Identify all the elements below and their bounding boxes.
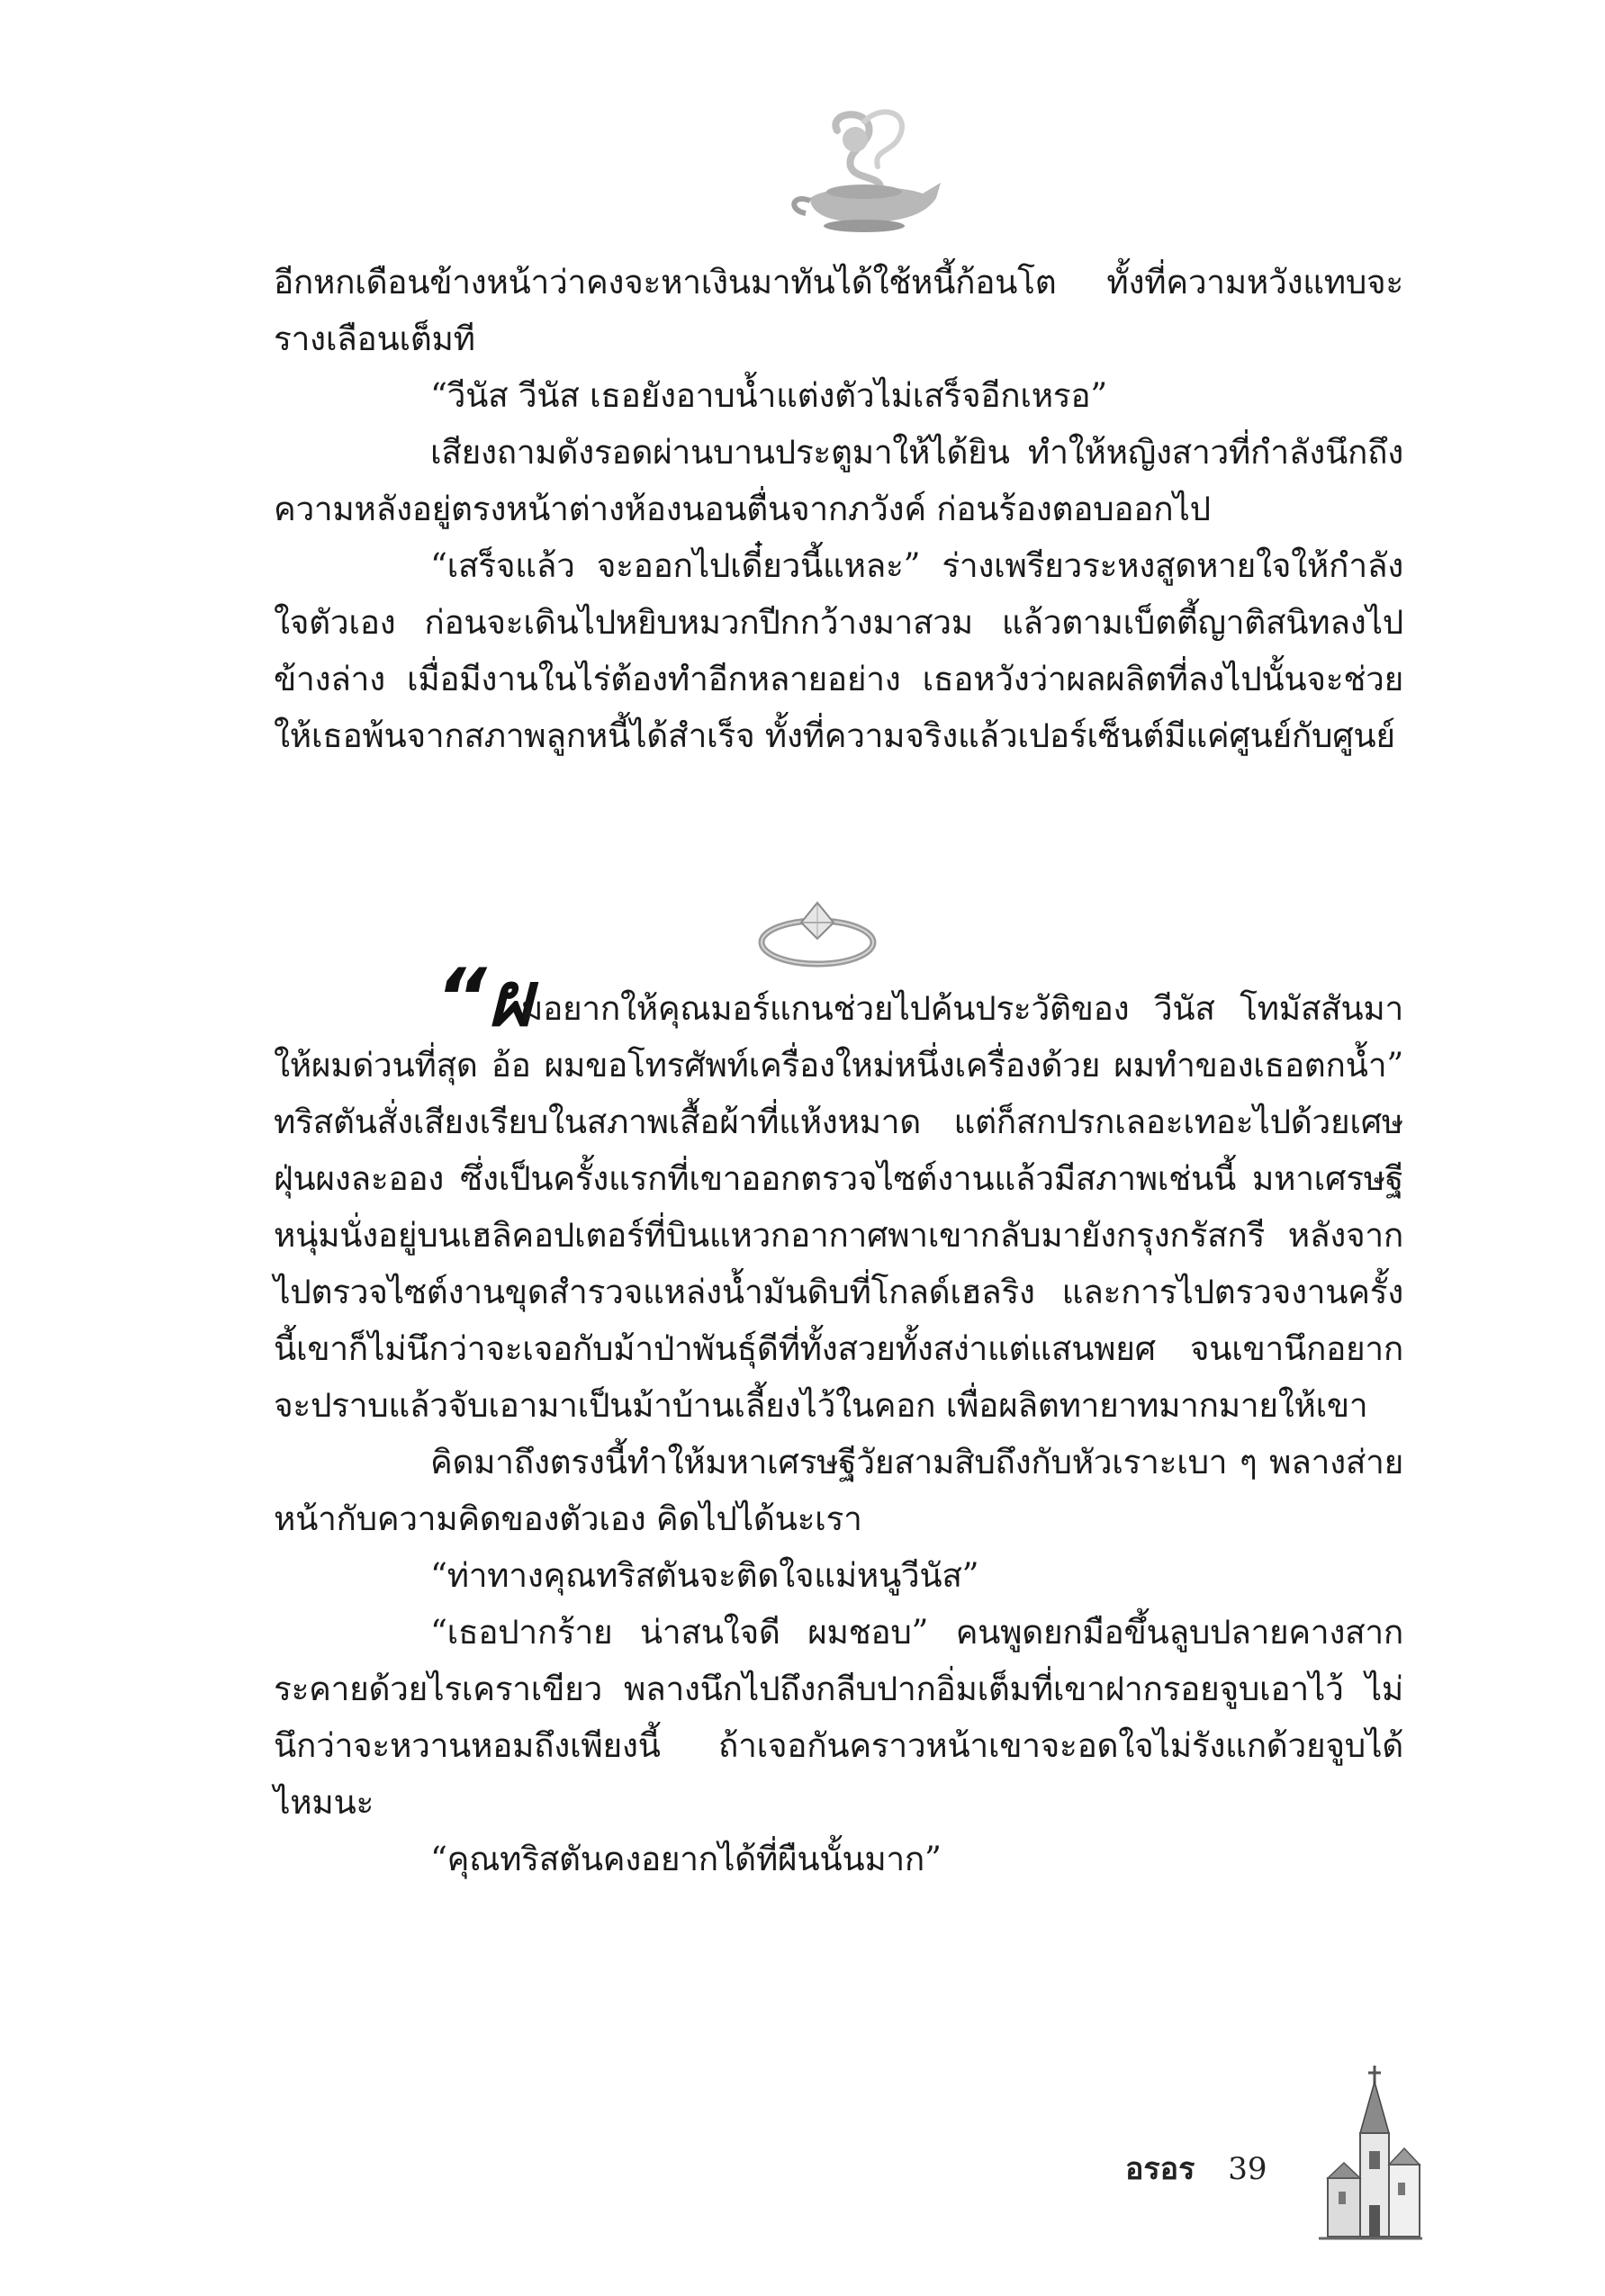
paragraph: มอยากให้คุณมอร์แกนช่วยไปค้นประวัติของ วีนัส โทมัสสันมาให้ผมด่วนที่สุด อ้อ ผมขอโทรศัพท์เครื่องใหม่หนึ่งเครื่องด้วย ผมทำของเธอตกน้ำ” ทริสตันสั่งเสียงเรียบในสภาพเสื้อผ้าที่แห้งหมาด แต่ก็สกปรกเลอะเทอะไปด้วยเศษฝุ่นผงละออง ซึ่งเป็นครั้งแรกที่เขาออกตรวจไซต์งานแล้วมีสภาพเช่นนี้ มหาเศรษฐีหนุ่มนั่งอยู่บนเฮลิคอปเตอร์ที่บินแหวกอากาศพาเขากลับมายังกรุงกรัสกรี หลังจากไปตรวจไซต์งานขุดสำรวจแหล่งน้ำมันดิบที่โกลด์เฮลริง และการไปตรวจงานครั้งนี้เขาก็ไม่นึกว่าจะเจอกับม้าป่าพันธุ์ดีที่ทั้งสวยทั้งสง่าแต่แสนพยศ จนเขานึกอยากจะปราบแล้วจับเอามาเป็นม้าบ้านเลี้ยงไว้ในคอก เพื่อผลิตทายาทมากมายให้เขา: [274, 989, 1403, 1425]
church-icon: [1319, 2066, 1422, 2246]
paragraph: เสียงถามดังรอดผ่านบานประตูมาให้ได้ยิน ทำให้หญิงสาวที่กำลังนึกถึงความหลังอยู่ตรงหน้าต่างห้องนอนตื่นจากภวังค์ ก่อนร้องตอบออกไป: [274, 433, 1403, 528]
paragraph: “วีนัส วีนัส เธอยังอาบน้ำแต่งตัวไม่เสร็จอีกเหรอ”: [430, 376, 1107, 415]
book-title: อรอร: [1125, 2151, 1195, 2187]
paragraph: คิดมาถึงตรงนี้ทำให้มหาเศรษฐีวัยสามสิบถึงกับหัวเราะเบา ๆ พลางส่ายหน้ากับความคิดของตัวเอง คิดไปได้นะเรา: [274, 1443, 1403, 1538]
paragraph: อีกหกเดือนข้างหน้าว่าคงจะหาเงินมาทันได้ใช้หนี้ก้อนโต ทั้งที่ความหวังแทบจะรางเลือนเต็มที: [274, 263, 1403, 358]
drop-cap: “ผ: [436, 951, 533, 1044]
page-footer: [1125, 2144, 1267, 2192]
paragraph: “ท่าทางคุณทริสตันจะติดใจแม่หนูวีนัส”: [430, 1556, 979, 1595]
genie-lamp-icon: [774, 104, 954, 239]
page-number: 39: [1228, 2151, 1267, 2187]
paragraph: “เสร็จแล้ว จะออกไปเดี๋ยวนี้แหละ” ร่างเพรียวระหงสูดหายใจให้กำลังใจตัวเอง ก่อนจะเดินไปหยิบหมวกปีกกว้างมาสวม แล้วตามเบ็ตตี้ญาติสนิทลงไปข้างล่าง เมื่อมีงานในไร่ต้องทำอีกหลายอย่าง เธอหวังว่าผลผลิตที่ลงไปนั้นจะช่วยให้เธอพ้นจากสภาพลูกหนี้ได้สำเร็จ ทั้งที่ความจริงแล้วเปอร์เซ็นต์มีแค่ศูนย์กับศูนย์: [274, 546, 1403, 755]
text-bottom: [274, 951, 1403, 1887]
text-top: [274, 254, 1403, 764]
paragraph: “เธอปากร้าย น่าสนใจดี ผมชอบ” คนพูดยกมือขึ้นลูบปลายคางสากระคายด้วยไรเคราเขียว พลางนึกไปถึงกลีบปากอิ่มเต็มที่เขาฝากรอยจูบเอาไว้ ไม่นึกว่าจะหวานหอมถึงเพียงนี้ ถ้าเจอกันคราวหน้าเขาจะอดใจไม่รังแกด้วยจูบได้ไหมนะ: [274, 1613, 1403, 1822]
paragraph: “คุณทริสตันคงอยากได้ที่ผืนนั้นมาก”: [430, 1840, 942, 1878]
diamond-ring-icon: [754, 887, 880, 977]
